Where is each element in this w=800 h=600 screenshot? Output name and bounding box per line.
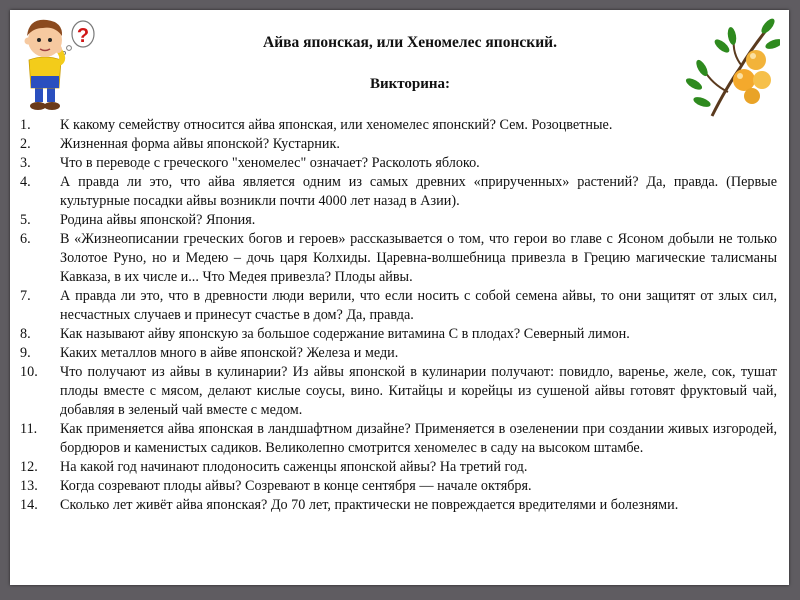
item-number: 14. [20, 497, 38, 513]
quiz-item [20, 135, 777, 154]
quiz-item [20, 363, 777, 420]
quiz-heading: Викторина: [369, 76, 451, 92]
item-number: 4. [20, 174, 31, 190]
item-text: Жизненная форма айвы японской? Кустарник. [60, 136, 340, 152]
item-number: 10. [20, 364, 38, 380]
item-number: 1. [20, 117, 31, 133]
item-text: К какому семейству относится айва японская, или хеномелес японский? Сем. Розоцветные. [60, 117, 613, 133]
item-number: 2. [20, 136, 31, 152]
item-text: Как называют айву японскую за большое содержание витамина С в плодах? Северный лимон. [60, 326, 630, 342]
quiz-item [20, 458, 777, 477]
item-text: А правда ли это, что айва является одним из самых древних «прирученных» растений? Да, правда. (Первые культурные посадки айвы возникли почти 4000 лет назад в Азии). [60, 174, 777, 209]
item-number: 11. [20, 421, 38, 437]
quiz-item [20, 116, 777, 135]
quiz-item [20, 173, 777, 211]
item-number: 12. [20, 459, 38, 475]
item-text: Когда созревают плоды айвы? Созревают в конце сентября — начале октября. [60, 478, 532, 494]
thinking-boy-illustration [15, 14, 99, 114]
item-text: Сколько лет живёт айва японская? До 70 лет, практически не повреждается вредителями и болезнями. [60, 497, 679, 513]
item-number: 3. [20, 155, 31, 171]
item-number: 13. [20, 478, 38, 494]
item-number: 7. [20, 288, 31, 304]
quiz-item [20, 154, 777, 173]
item-text: Каких металлов много в айве японской? Железа и меди. [60, 345, 399, 361]
quiz-item [20, 211, 777, 230]
quince-branch-illustration [682, 18, 780, 118]
quiz-list [20, 116, 777, 515]
quiz-item [20, 230, 777, 287]
item-text: А правда ли это, что в древности люди верили, что если носить с собой семена айвы, то они защитят от злых сил, несчастных случаев и принесут счастье в дом? Да, правда. [60, 288, 777, 323]
item-text: Как применяется айва японская в ландшафтном дизайне? Применяется в озеленении при создании живых изгородей, бордюров и каменистых садиков. Великолепно смотрится хеномелес в саду на высоком штамбе. [60, 421, 777, 456]
quiz-item [20, 287, 777, 325]
item-number: 5. [20, 212, 31, 228]
item-text: В «Жизнеописании греческих богов и героев» рассказывается о том, что герои во главе с Ясоном добыли не только Золотое Руно, но и Медею – дочь царя Колхиды. Царевна-волшебница привезла в Грецию магические талисманы Кавказа, в их числе и... Что Медея привезла? Плоды айвы. [60, 231, 777, 285]
quiz-item [20, 344, 777, 363]
item-number: 9. [20, 345, 31, 361]
page-title: Айва японская, или Хеномелес японский. [263, 34, 557, 51]
quiz-item [20, 496, 777, 515]
slide [10, 10, 789, 585]
item-text: Родина айвы японской? Япония. [60, 212, 256, 228]
item-number: 8. [20, 326, 31, 342]
quiz-item [20, 477, 777, 496]
item-number: 6. [20, 231, 31, 247]
item-text: На какой год начинают плодоносить саженцы японской айвы? На третий год. [60, 459, 528, 475]
item-text: Что в переводе с греческого "хеномелес" означает? Расколоть яблоко. [60, 155, 480, 171]
item-text: Что получают из айвы в кулинарии? Из айвы японской в кулинарии получают: повидло, варенье, желе, сок, тушат плоды вместе с мясом, делают кислые соусы, вино. Китайцы и корейцы из сушеной айвы готовят фруктовый чай, добавляя в зеленый чай вместе с медом. [60, 364, 777, 418]
question-mark: ? [76, 25, 90, 47]
quiz-item [20, 325, 777, 344]
quiz-item [20, 420, 777, 458]
